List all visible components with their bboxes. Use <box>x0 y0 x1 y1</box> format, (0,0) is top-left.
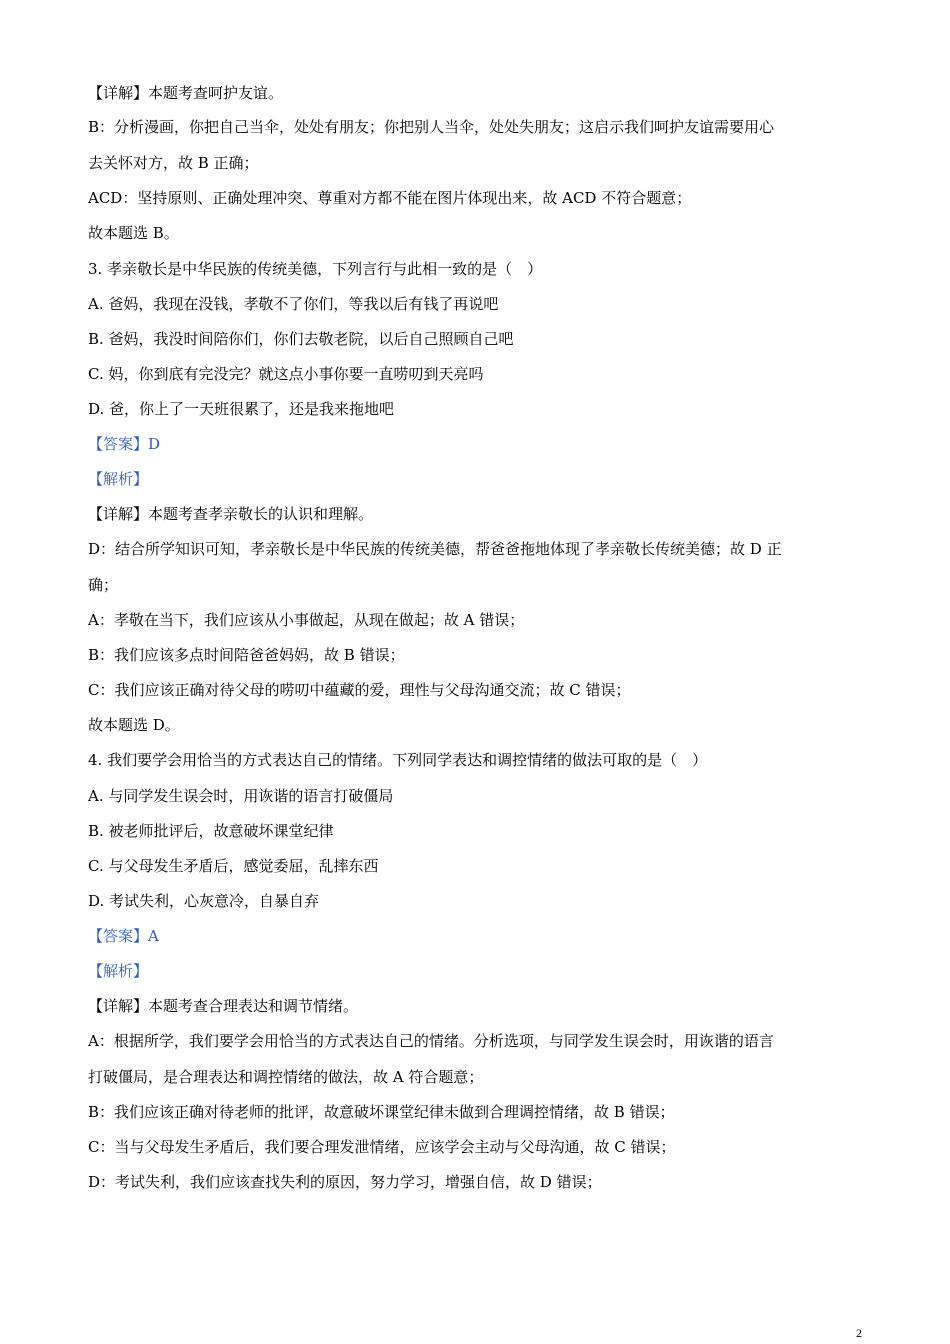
question-4-analysis-a-continued: 打破僵局，是合理表达和调控情绪的做法，故 A 符合题意； <box>88 1068 484 1086</box>
question-4-answer: 【答案】A <box>88 927 159 945</box>
question-3-analysis-heading: 【解析】 <box>88 470 149 488</box>
conclusion-q2: 故本题选 B。 <box>88 224 179 242</box>
explanation-detail-q2: 【详解】本题考查呵护友谊。 <box>88 84 284 102</box>
question-3-stem: 3. 孝亲敬长是中华民族的传统美德，下列言行与此相一致的是（ ） <box>88 260 543 278</box>
analysis-option-b-q2-continued: 去关怀对方，故 B 正确； <box>88 154 259 172</box>
question-4-option-c: C. 与父母发生矛盾后，感觉委屈，乱摔东西 <box>88 857 379 875</box>
question-4-analysis-d: D：考试失利，我们应该查找失利的原因，努力学习，增强自信，故 D 错误； <box>88 1173 602 1191</box>
question-4-detail: 【详解】本题考查合理表达和调节情绪。 <box>88 997 359 1015</box>
question-3-option-a: A. 爸妈，我现在没钱，孝敬不了你们，等我以后有钱了再说吧 <box>88 295 499 313</box>
question-3-analysis-d-continued: 确； <box>88 576 119 594</box>
question-3-analysis-a: A：孝敬在当下，我们应该从小事做起，从现在做起；故 A 错误； <box>88 611 525 629</box>
question-3-conclusion: 故本题选 D。 <box>88 716 180 734</box>
question-3-answer: 【答案】D <box>88 435 161 453</box>
question-3-detail: 【详解】本题考查孝亲敬长的认识和理解。 <box>88 505 374 523</box>
page-number: 2 <box>856 1326 862 1340</box>
question-3-analysis-d: D：结合所学知识可知，孝亲敬长是中华民族的传统美德，帮爸爸拖地体现了孝亲敬长传统美德；故 D 正 <box>88 540 782 558</box>
analysis-options-acd-q2: ACD：坚持原则、正确处理冲突、尊重对方都不能在图片体现出来，故 ACD 不符合题意； <box>88 189 692 207</box>
question-4-analysis-a: A：根据所学，我们要学会用恰当的方式表达自己的情绪。分析选项，与同学发生误会时，用诙谐的语言 <box>88 1032 774 1050</box>
question-3-option-d: D. 爸，你上了一天班很累了，还是我来拖地吧 <box>88 400 395 418</box>
question-4-analysis-c: C：当与父母发生矛盾后，我们要合理发泄情绪，应该学会主动与父母沟通，故 C 错误； <box>88 1138 676 1156</box>
question-3-option-c: C. 妈，你到底有完没完？就这点小事你要一直唠叨到天亮吗 <box>88 365 484 383</box>
question-3-analysis-b: B：我们应该多点时间陪爸爸妈妈，故 B 错误； <box>88 646 405 664</box>
question-4-option-a: A. 与同学发生误会时，用诙谐的语言打破僵局 <box>88 787 394 805</box>
question-3-option-b: B. 爸妈，我没时间陪你们，你们去敬老院，以后自己照顾自己吧 <box>88 330 514 348</box>
question-4-option-b: B. 被老师批评后，故意破坏课堂纪律 <box>88 822 334 840</box>
question-3-analysis-c: C：我们应该正确对待父母的唠叨中蕴藏的爱，理性与父母沟通交流；故 C 错误； <box>88 681 631 699</box>
question-4-analysis-heading: 【解析】 <box>88 962 149 980</box>
analysis-option-b-q2: B：分析漫画，你把自己当伞，处处有朋友；你把别人当伞，处处失朋友；这启示我们呵护友谊需要用心 <box>88 118 775 136</box>
question-4-stem: 4. 我们要学会用恰当的方式表达自己的情绪。下列同学表达和调控情绪的做法可取的是（ ） <box>88 751 708 769</box>
question-4-option-d: D. 考试失利，心灰意冷，自暴自弃 <box>88 892 320 910</box>
question-4-analysis-b: B：我们应该正确对待老师的批评，故意破坏课堂纪律未做到合理调控情绪，故 B 错误； <box>88 1103 675 1121</box>
